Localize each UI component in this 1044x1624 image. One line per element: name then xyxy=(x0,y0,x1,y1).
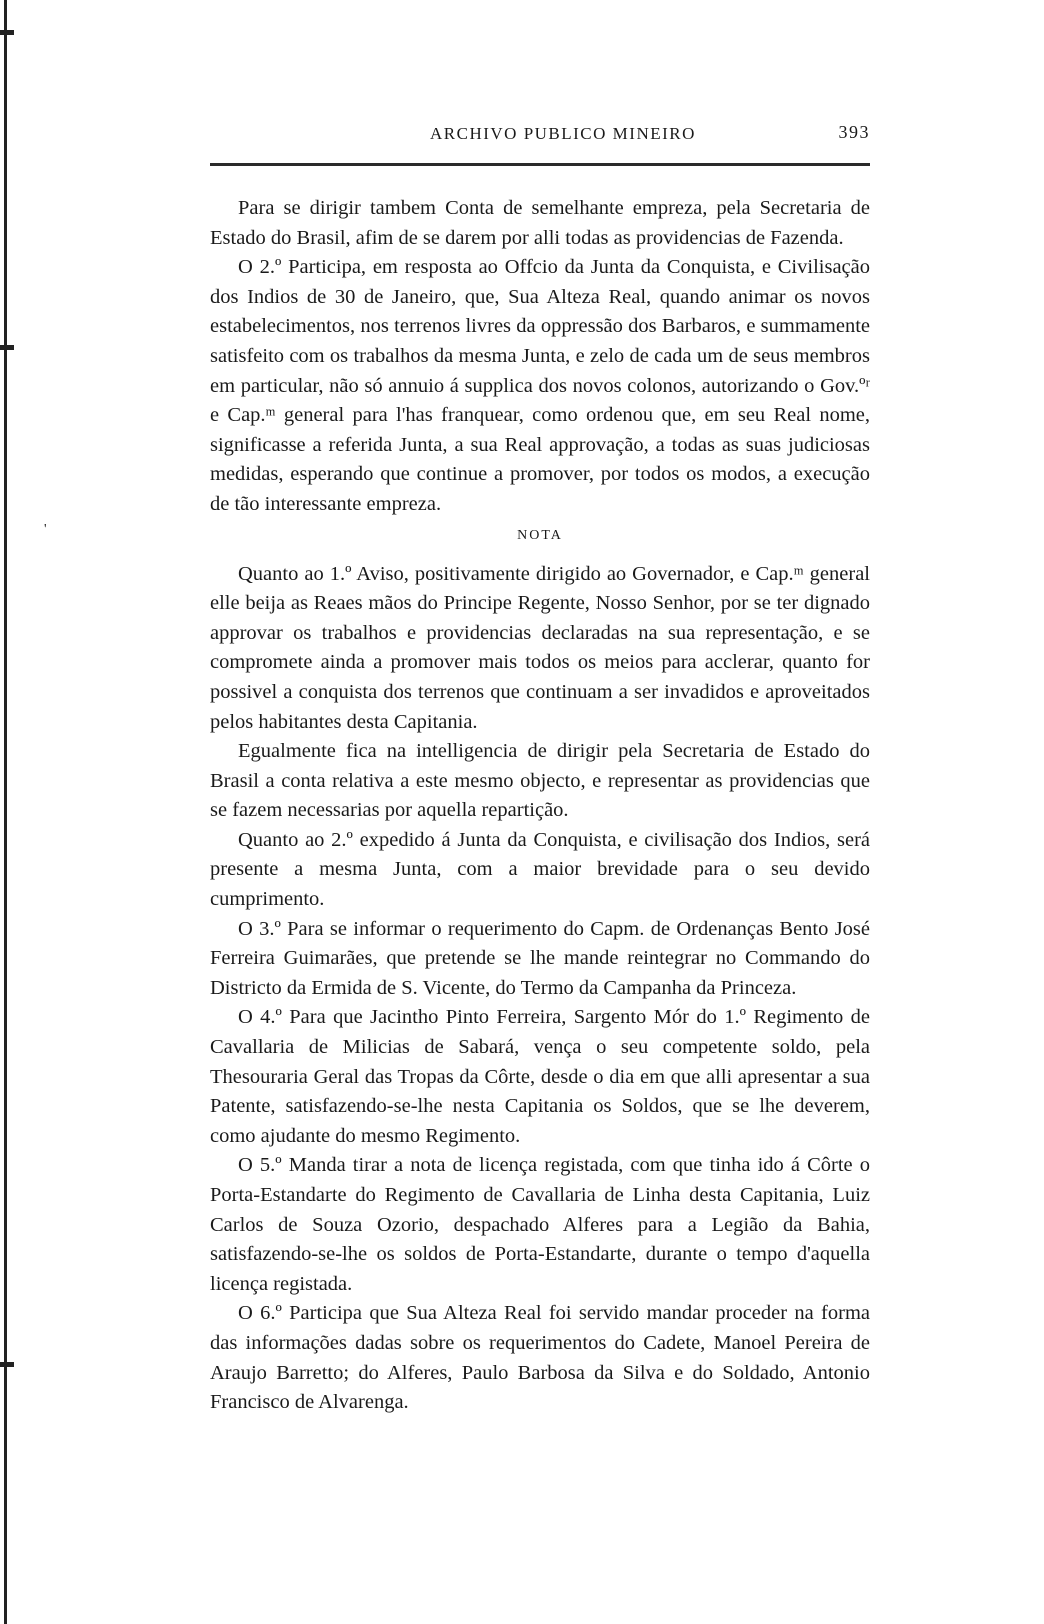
running-header xyxy=(210,118,870,148)
paragraph: Para se dirigir tambem Conta de semelhante empreza, pela Secretaria de Estado do Brasil, afim de se darem por alli todas as providencias de Fazenda. xyxy=(210,197,870,249)
paragraph: O 3.º Para se informar o requerimento do Capm. de Ordenanças Bento José Ferreira Guimarães, que pretende se lhe mande reintegrar no Commando do Districto da Ermida de S. Vicente, do Termo da Campanha da Princeza. xyxy=(210,917,870,999)
paragraph: Quanto ao 2.º expedido á Junta da Conquista, e civilisação dos Indios, será presente a mesma Junta, com a maior brevidade para o seu devido cumprimento. xyxy=(210,828,870,911)
paragraph: Quanto ao 1.º Aviso, positivamente dirigido ao Governador, e Cap.ᵐ general elle beija as Reaes mãos do Principe Regente, Nosso Senhor, por se ter dignado approvar os trabalhos e providencias declaradas na sua representação, e se compromete ainda a promover mais todos os meios para acclerar, quanto for possivel a conquista dos terrenos que continuam a ser invadidos e aproveitados pelos habitantes desta Capitania. xyxy=(210,562,870,733)
scan-edge-mark xyxy=(0,1362,14,1367)
scan-edge-bar xyxy=(4,0,7,1624)
header-title: ARCHIVO PUBLICO MINEIRO xyxy=(430,124,696,143)
scan-edge-mark xyxy=(0,30,14,35)
paragraph: Egualmente fica na intelligencia de dirigir pela Secretaria de Estado do Brasil a conta relativa a este mesmo objecto, e representar as providencias que se fazem necessarias por aquella repartição. xyxy=(210,740,870,822)
scan-edge-mark xyxy=(0,345,14,350)
scan-speck: ' xyxy=(44,522,47,537)
paragraph: O 5.º Manda tirar a nota de licença registada, com que tinha ido á Côrte o Porta-Estandarte do Regimento de Cavallaria de Linha desta Capitania, Luiz Carlos de Souza Ozorio, despachado Alferes para a Legião da Bahia, satisfazendo-se-lhe os soldos de Porta-Estandarte, durante o tempo d'aquella licença registada. xyxy=(210,1154,870,1295)
nota-heading: NOTA xyxy=(517,527,563,543)
paragraph: O 6.º Participa que Sua Alteza Real foi servido mandar proceder na forma das informações dadas sobre os requerimentos do Cadete, Manoel Pereira de Araujo Barretto; do Alferes, Paulo Barbosa da Silva e do Soldado, Antonio Francisco de Alvarenga. xyxy=(210,1302,870,1414)
document-page xyxy=(210,118,870,1418)
paragraph: O 2.º Participa, em resposta ao Offcio da Junta da Conquista, e Civilisação dos Indios de 30 de Janeiro, que, Sua Alteza Real, quando animar os novos estabelecimentos, nos terrenos livres da oppressão dos Barbaros, e summamente satisfeito com os trabalhos da mesma Junta, e zelo de cada um de seus membros em particular, não só annuio á supplica dos novos colonos, autorizando o Gov.ºʳ e Cap.ᵐ general para l'has franquear, como ordenou que, em seu Real nome, significasse a referida Junta, a sua Real approvação, a todas as suas judiciosas medidas, esperando que continue a promover, por todos os modos, a execução de tão interessante empreza. xyxy=(210,256,870,515)
paragraph: O 4.º Para que Jacintho Pinto Ferreira, Sargento Mór do 1.º Regimento de Cavallaria de Milicias de Sabará, vença o seu competente soldo, pela Thesouraria Geral das Tropas da Côrte, desde o dia em que alli apresentar a sua Patente, satisfazendo-se-lhe nesta Capitania os Soldos, que se lhe deverem, como ajudante do mesmo Regimento. xyxy=(210,1006,870,1147)
header-rule xyxy=(210,158,870,166)
page-number: 393 xyxy=(838,122,870,142)
